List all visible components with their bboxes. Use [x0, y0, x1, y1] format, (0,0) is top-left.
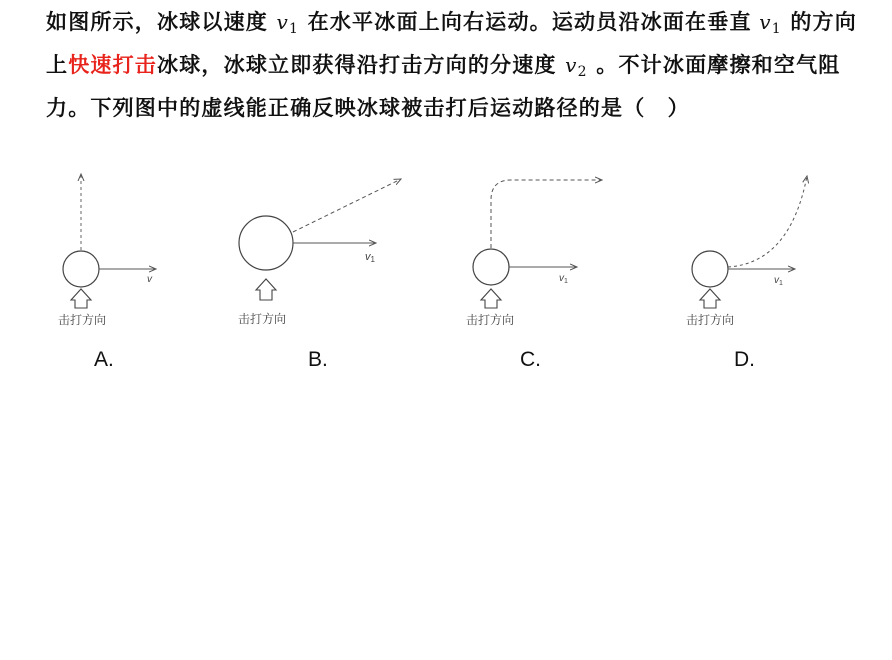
hit-label: 击打方向 — [238, 312, 287, 326]
question-text — [46, 4, 876, 126]
option-d-label: D. — [734, 348, 755, 371]
figure-c-diagram — [452, 168, 612, 343]
hit-arrow-icon — [481, 289, 501, 308]
v1-label: $v_1$ — [559, 273, 568, 285]
figure-d-diagram — [670, 168, 830, 343]
question-part-5: 。不计冰面摩擦和空气阻力。下列图中的虚线能正确反映冰球被击打后运动路径的是（ ） — [46, 52, 841, 120]
figure-a-diagram — [40, 168, 190, 343]
puck — [692, 251, 728, 287]
v1-label: v — [147, 274, 152, 285]
dashed-path — [728, 176, 807, 267]
v1-symbol: $v_1$ — [276, 10, 300, 37]
figure-a — [40, 168, 190, 371]
figure-d — [670, 168, 830, 371]
highlight-text: 快速打击 — [68, 52, 158, 77]
option-a-label: A. — [94, 348, 114, 371]
hit-arrow-icon — [700, 289, 720, 308]
v1-label: $v_1$ — [774, 275, 783, 287]
hit-arrow-icon — [71, 289, 91, 308]
v1-label: v1 — [365, 251, 375, 264]
question-part-3: 的方向上 — [46, 9, 857, 77]
hit-arrow-icon — [256, 279, 276, 300]
hit-label: 击打方向 — [686, 313, 735, 327]
v2-symbol: $v_2$ — [565, 53, 588, 80]
answer-figures — [0, 168, 892, 378]
dashed-path — [491, 180, 602, 248]
dashed-path — [293, 179, 401, 232]
hit-label: 击打方向 — [58, 313, 107, 327]
option-c-label: C. — [520, 348, 541, 371]
puck — [63, 251, 99, 287]
option-b-label: B. — [308, 348, 328, 371]
question-part-1: 如图所示，冰球以速度 — [46, 9, 268, 34]
puck — [239, 216, 293, 270]
question-part-2: 在水平冰面上向右运动。运动员沿冰面在垂直 — [307, 9, 752, 34]
figure-b — [226, 168, 416, 371]
question-part-4: 冰球，冰球立即获得沿打击方向的分速度 — [157, 52, 557, 77]
v1-symbol-2: $v_1$ — [759, 10, 782, 37]
puck — [473, 249, 509, 285]
figure-b-diagram — [226, 168, 416, 343]
hit-label: 击打方向 — [466, 313, 515, 327]
figure-c — [452, 168, 612, 371]
